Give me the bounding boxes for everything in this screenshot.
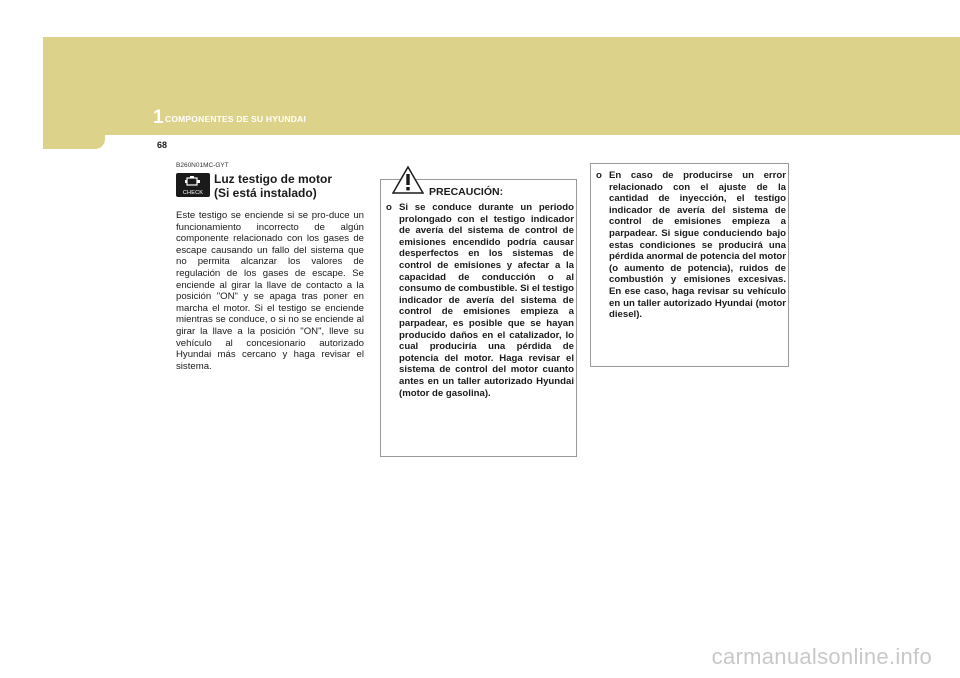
caution-text: Si se conduce durante un periodo prolongado con el testigo indicador de avería del sistema de control de emisiones encendido podría causar desperfectos en los sistemas de control de emisiones y afectar a la capacidad de conducción o al consumo de combustible. Si el testigo indicador de avería del sistema de control de emisiones empieza a parpadear, es posible que se hayan producido daños en el catalizador, lo cual produciría una pérdida de potencia del motor. Haga revisar el sistema de control del motor cuanto antes en un taller autorizado Hyundai (motor de gasolina). bbox=[399, 202, 574, 399]
bullet-mark: o bbox=[596, 170, 602, 181]
section-body: Este testigo se enciende si se pro-duce un funcionamiento incorrecto de algún componente relacionado con los gases de escape causando un fallo del sistema que no permita alcanzar los valores de regulación de los gases de escape. Se enciende al girar la llave de contacto a la posición "ON" y se apaga tras poner en marcha el motor. Si el testigo se enciende mientras se conduce, o si no se enciende al girar la llave a la posición "ON", lleve su vehículo al concesionario autorizado Hyundai más cercano y haga revisar el sistema. bbox=[176, 210, 364, 372]
engine-shape-icon bbox=[184, 175, 202, 188]
note-item bbox=[596, 170, 786, 321]
note-text: En caso de producirse un error relacionado con el ajuste de la cantidad de inyección, el testigo indicador de avería del sistema de control de emisiones empieza a parpadear. Si sigue conduciendo bajo estas condiciones se producirá una pérdida anormal de potencia del motor (o aumento de potencia), ruidos de combustión y emisiones excesivas. En ese caso, haga revisar su vehículo en un taller autorizado Hyundai (motor diesel). bbox=[609, 170, 786, 321]
caution-item bbox=[386, 202, 574, 399]
caution-title: PRECAUCIÓN: bbox=[429, 186, 504, 198]
chapter-number: 1 bbox=[153, 107, 164, 128]
header-tab bbox=[43, 135, 105, 149]
section-code: B260N01MC-GYT bbox=[176, 162, 229, 169]
page-number: 68 bbox=[148, 137, 176, 153]
watermark: carmanualsonline.info bbox=[711, 644, 932, 669]
section-title bbox=[214, 172, 332, 200]
bullet-mark: o bbox=[386, 202, 392, 213]
section-title-line2: (Si está instalado) bbox=[214, 186, 317, 200]
section-title-line1: Luz testigo de motor bbox=[214, 172, 332, 186]
caution-list bbox=[386, 202, 574, 399]
check-engine-icon bbox=[176, 173, 210, 197]
warning-triangle-icon bbox=[392, 166, 424, 194]
chapter-title: COMPONENTES DE SU HYUNDAI bbox=[165, 114, 307, 124]
check-icon-label: CHECK bbox=[182, 190, 204, 196]
note-list bbox=[596, 170, 786, 321]
